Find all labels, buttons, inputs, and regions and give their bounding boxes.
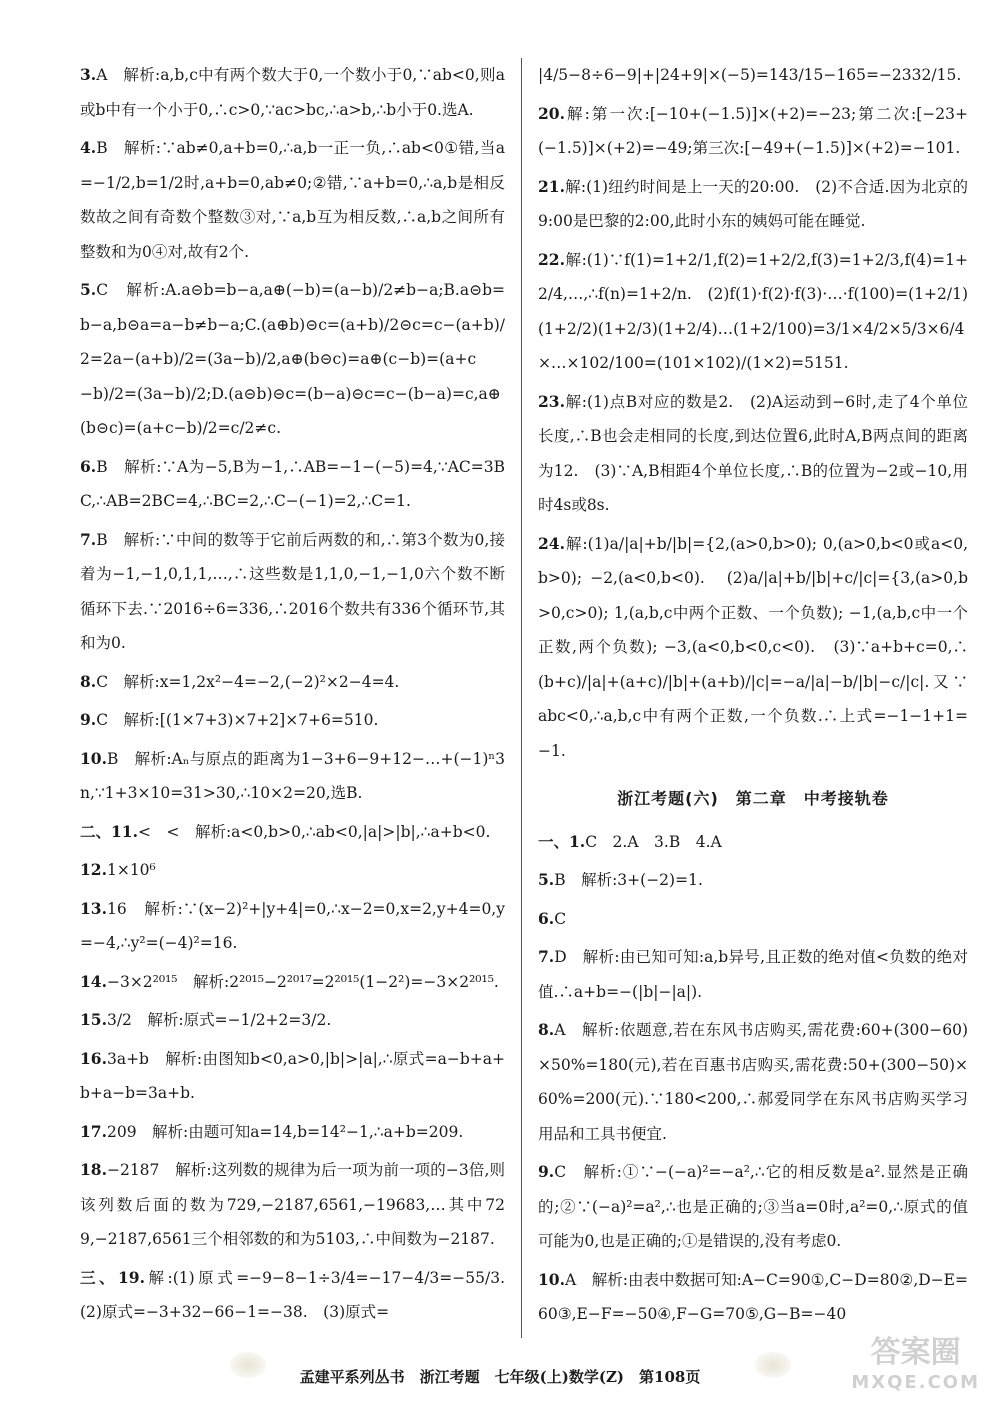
item-text: B 解析:∵中间的数等于它前后两数的和,∴第3个数为0,接着为−1,−1,0,1,1,…,∴这些数是1,1,0,−1,−1,0六个数不断循环下去.∵2016÷6=336,∴2016个数共有336个循环节,其和为0. bbox=[80, 530, 505, 652]
item-number: 14. bbox=[80, 971, 107, 991]
item-text: D 解析:由已知可知:a,b异号,且正数的绝对值<负数的绝对值.∴a+b=−(|b|−|a|). bbox=[538, 948, 968, 1001]
item-number: 8. bbox=[538, 1020, 555, 1039]
item-number: 9. bbox=[80, 710, 97, 729]
answer-item bbox=[538, 940, 968, 1009]
item-text: A 解析:a,b,c中有两个数大于0,一个数小于0,∵ab<0,则a或b中有一个小于0,∴c>0,∵ac>bc,∴a>b,∴b小于0.选A. bbox=[80, 66, 505, 119]
item-text: −3×2²⁰¹⁵ 解析:2²⁰¹⁵−2²⁰¹⁷=2²⁰¹⁵(1−2²)=−3×2²⁰¹⁵. bbox=[106, 972, 499, 991]
item-number: 3. bbox=[80, 65, 97, 84]
item-text: 解:(1)纽约时间是上一天的20:00. (2)不合适.因为北京的9:00是巴黎的2:00,此时小东的姨妈可能在睡觉. bbox=[538, 177, 968, 230]
item-text: 解:第一次:[−10+(−1.5)]×(+2)=−23;第二次:[−23+(−1.5)]×(+2)=−49;第三次:[−49+(−1.5)]×(+2)=−101. bbox=[538, 104, 968, 157]
answer-item bbox=[80, 1261, 521, 1330]
answer-item bbox=[80, 131, 505, 269]
answer-item bbox=[538, 243, 968, 381]
item-number: 10. bbox=[80, 748, 107, 768]
answer-item bbox=[80, 665, 505, 700]
item-number: 24. bbox=[538, 533, 565, 553]
answer-item bbox=[80, 853, 505, 888]
item-number: 16. bbox=[80, 1048, 107, 1068]
item-number: 5. bbox=[80, 280, 97, 299]
item-number: 9. bbox=[538, 1162, 555, 1181]
item-text: C 解析:x=1,2x²−4=−2,(−2)²×2−4=4. bbox=[96, 672, 400, 691]
answer-item bbox=[538, 863, 968, 898]
item-number: 一、1. bbox=[538, 831, 586, 851]
item-number: 20. bbox=[538, 103, 565, 123]
item-text: C 2.A 3.B 4.A bbox=[585, 832, 722, 851]
item-number: 6. bbox=[80, 456, 97, 476]
answer-item bbox=[538, 170, 968, 239]
item-text: −2187 解析:这列数的规律为后一项为前一项的−3倍,则该列数后面的数为729,−2187,6561,−19683,…其中729,−2187,6561三个相邻数的和为5103,∴中间数为−2187. bbox=[80, 1161, 505, 1248]
item-text: A 解析:由表中数据可知:A−C=90①,C−D=80②,D−E=60③,E−F=−50④,F−G=70⑤,G−B=−40 bbox=[538, 1270, 968, 1323]
answer-item bbox=[80, 1042, 505, 1111]
item-number: 三、19. bbox=[80, 1267, 145, 1287]
item-number: 7. bbox=[80, 529, 97, 549]
right-column bbox=[538, 58, 968, 1336]
item-text: 解:(1)a/|a|+b/|b|={2,(a>0,b>0); 0,(a>0,b<0或a<0,b>0); −2,(a<0,b<0). (2)a/|a|+b/|b|+c/|c|={3,(a>0,b>0,c>0); 1,(a,b,c中两个正数、一个负数); −1,(a,b,c中一个正数,两个负数); −3,(a<0,b<0,c<0). (3)∵a+b+c=0,∴(b+c)/|a|+(a+c)/|b|+(a+b)/|c|=−a/|a|−b/|b|−c/|c|.又∵abc<0,∴a,b,c中有两个正数,一个负数.∴上式=−1−1+1=−1. bbox=[538, 534, 968, 760]
watermark-logo: 答案圈 MXQE.COM bbox=[851, 1335, 980, 1393]
item-text: B 解析:∵ab≠0,a+b=0,∴a,b一正一负,∴ab<0①错,当a=−1/2,b=1/2时,a+b=0,ab≠0;②错,∵a+b=0,∴a,b是相反数故之间有奇数个整数③对,∵a,b互为相反数,∴a,b之间所有整数和为0④对,故有2个. bbox=[80, 139, 505, 261]
answer-item bbox=[538, 1263, 968, 1332]
item-text: B 解析:3+(−2)=1. bbox=[554, 871, 703, 889]
answer-item bbox=[538, 1013, 968, 1151]
item-text: 解:(1)∵f(1)=1+2/1,f(2)=1+2/2,f(3)=1+2/3,f(4)=1+2/4,…,∴f(n)=1+2/n. (2)f(1)·f(2)·f(3)·…·f(100)=(1+2/1)(1+2/2)(1+2/3)(1+2/4)…(1+2/100)=3/1×4/2×5/3×6/4×…×102/100=(101×102)/(1×2)=5151. bbox=[538, 250, 968, 372]
item-text: |4/5−8÷6−9|+|24+9|×(−5)=143/15−165=−2332/15. bbox=[538, 66, 962, 84]
answer-item bbox=[538, 97, 968, 166]
answer-item bbox=[80, 742, 505, 811]
item-number: 6. bbox=[538, 908, 555, 928]
answer-item bbox=[80, 815, 505, 850]
item-text: 解:(1)点B对应的数是2. (2)A运动到−6时,走了4个单位长度,∴B也会走相同的长度,到达位置6,此时A,B两点间的距离为12. (3)∵A,B相距4个单位长度,∴B的位置为−2或−10,用时4s或8s. bbox=[538, 392, 968, 514]
item-number: 7. bbox=[538, 947, 555, 966]
answer-item bbox=[538, 825, 968, 860]
item-number: 22. bbox=[538, 249, 565, 269]
item-text: C bbox=[554, 909, 567, 928]
item-number: 二、11. bbox=[80, 821, 138, 841]
item-text: < < 解析:a<0,b>0,∴ab<0,|a|>|b|,∴a+b<0. bbox=[137, 822, 491, 841]
item-text: 3a+b 解析:由图知b<0,a>0,|b|>|a|,∴原式=a−b+a+b+a−b=3a+b. bbox=[80, 1049, 505, 1102]
answer-item bbox=[538, 385, 968, 523]
item-number: 12. bbox=[80, 860, 107, 879]
item-text: 1×10⁶ bbox=[106, 861, 156, 879]
item-text: 3/2 解析:原式=−1/2+2=3/2. bbox=[106, 1011, 332, 1029]
item-number: 13. bbox=[80, 898, 107, 918]
item-number: 23. bbox=[538, 391, 565, 411]
item-text: A 解析:依题意,若在东风书店购买,需花费:60+(300−60)×50%=180(元),若在百惠书店购买,需花费:50+(300−50)×60%=200(元).∵180<200,∴郝爱同学在东风书店购买学习用品和工具书便宜. bbox=[538, 1021, 968, 1143]
answer-item bbox=[538, 902, 968, 937]
left-column bbox=[80, 58, 521, 1334]
item-text: 解:(1)原式=−9−8−1÷3/4=−17−4/3=−55/3. (2)原式=−3+32−66−1=−38. (3)原式= bbox=[80, 1268, 521, 1321]
column-divider bbox=[521, 58, 522, 1338]
item-text: 16 解析:∵(x−2)²+|y+4|=0,∴x−2=0,x=2,y+4=0,y=−4,∴y²=(−4)²=16. bbox=[80, 899, 505, 952]
answer-item bbox=[80, 892, 505, 961]
item-text: C 解析:①∵−(−a)²=−a²,∴它的相反数是a².显然是正确的;②∵(−a)²=a²,∴也是正确的;③当a=0时,a²=0,∴原式的值可能为0,也是正确的;①是错误的,没有考虑0. bbox=[538, 1163, 968, 1250]
answer-item bbox=[80, 1003, 505, 1038]
answer-item bbox=[80, 1153, 505, 1257]
item-text: B 解析:Aₙ与原点的距离为1−3+6−9+12−…+(−1)ⁿ3n,∵1+3×10=31>30,∴10×2=20,选B. bbox=[80, 749, 505, 802]
answer-item bbox=[80, 1115, 505, 1150]
item-text: 209 解析:由题可知a=14,b=14²−1,∴a+b=209. bbox=[106, 1122, 464, 1141]
item-number: 21. bbox=[538, 176, 565, 196]
answer-item bbox=[538, 527, 968, 769]
answer-item bbox=[80, 273, 505, 446]
answer-item bbox=[80, 58, 505, 127]
item-number: 4. bbox=[80, 138, 97, 157]
item-text: C 解析:A.a⊝b=b−a,a⊕(−b)=(a−b)/2≠b−a;B.a⊝b=b−a,b⊝a=a−b≠b−a;C.(a⊕b)⊝c=(a+b)/2⊝c=c−(a+b)/2=2a−(a+b)/2=(3a−b)/2,a⊕(b⊝c)=a⊕(c−b)=(a+c−b)/2=(3a−b)/2;D.(a⊝b)⊝c=(b−a)⊝c=c−(b−a)=c,a⊕(b⊝c)=(a+c−b)/2=c/2≠c. bbox=[80, 281, 505, 437]
answer-item bbox=[80, 703, 505, 738]
answer-item bbox=[538, 58, 968, 93]
item-number: 18. bbox=[80, 1160, 107, 1179]
item-number: 5. bbox=[538, 870, 555, 889]
answer-item bbox=[80, 965, 505, 1000]
item-number: 15. bbox=[80, 1010, 107, 1029]
answer-item bbox=[80, 523, 505, 661]
section-title: 浙江考题(六) 第二章 中考接轨卷 bbox=[617, 789, 889, 808]
answer-item bbox=[80, 450, 505, 519]
page-footer: 孟建平系列丛书 浙江考题 七年级(上)数学(Z) 第108页 bbox=[299, 1368, 701, 1386]
item-number: 10. bbox=[538, 1269, 565, 1289]
item-text: B 解析:∵A为−5,B为−1,∴AB=−1−(−5)=4,∵AC=3BC,∴AB=2BC=4,∴BC=2,∴C−(−1)=2,∴C=1. bbox=[80, 457, 505, 510]
item-text: C 解析:[(1×7+3)×7+2]×7+6=510. bbox=[96, 711, 379, 729]
item-number: 8. bbox=[80, 671, 97, 691]
item-number: 17. bbox=[80, 1121, 107, 1141]
answer-item bbox=[538, 1155, 968, 1259]
